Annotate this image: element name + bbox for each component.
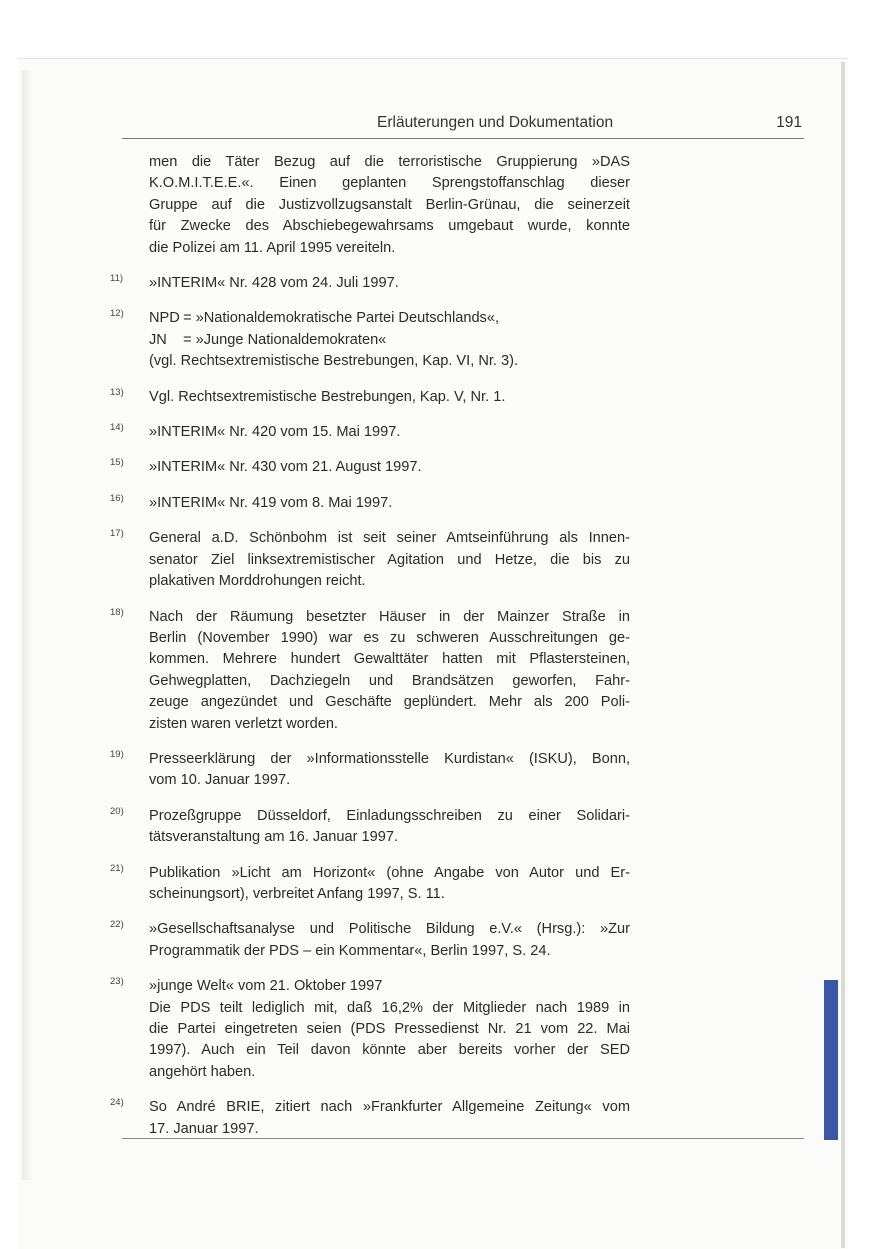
endnote <box>110 273 630 294</box>
chapter-thumb-tab <box>824 980 838 1140</box>
paragraph-line: die Polizei am 11. April 1995 vereiteln. <box>149 239 396 256</box>
endnote-line: So André BRIE, zitiert nach »Frankfurter Allgemeine Zeitung« vom <box>149 1099 630 1116</box>
endnote-list <box>110 273 630 1140</box>
endnote-marker: 14) <box>110 422 124 434</box>
endnote-line: senator Ziel linksextremistischer Agitation und Hetze, die bis zu <box>149 551 630 568</box>
endnote-line: Programmatik der PDS – ein Kommentar«, Berlin 1997, S. 24. <box>149 942 551 959</box>
endnote <box>110 308 630 372</box>
endnote <box>110 493 630 514</box>
page-edge <box>841 62 845 1248</box>
endnote <box>110 863 630 906</box>
endnote-line: angehört haben. <box>149 1063 256 1080</box>
endnote-marker: 24) <box>110 1097 124 1109</box>
endnotes <box>110 152 630 1140</box>
endnote-marker: 16) <box>110 492 124 504</box>
page-number: 191 <box>776 114 802 131</box>
paragraph-line: für Zwecke des Abschiebegewahrsams umgebaut wurde, konnte <box>149 218 630 235</box>
abbreviation-row <box>149 330 630 351</box>
endnote <box>110 422 630 443</box>
endnote-marker: 15) <box>110 457 124 469</box>
endnote-line: Publikation »Licht am Horizont« (ohne Angabe von Autor und Er- <box>149 864 630 881</box>
endnote-line: »INTERIM« Nr. 419 vom 8. Mai 1997. <box>149 494 393 511</box>
endnote-line: Nach der Räumung besetzter Häuser in der Mainzer Straße in <box>149 608 630 625</box>
abbreviation-row <box>149 308 630 329</box>
endnote-line: »INTERIM« Nr. 430 vom 21. August 1997. <box>149 459 422 476</box>
endnote-line: Gehwegplatten, Dachziegeln und Brandsätzen geworfen, Fahr- <box>149 672 630 689</box>
abbreviation-value: = »Nationaldemokratische Partei Deutschlands«, <box>183 310 500 327</box>
abbreviation-value: = »Junge Nationaldemokraten« <box>183 331 387 348</box>
endnote-line: (vgl. Rechtsextremistische Bestrebungen, Kap. VI, Nr. 3). <box>149 353 519 370</box>
endnote-marker: 12) <box>110 308 124 320</box>
endnote-line: kommen. Mehrere hundert Gewalttäter hatten mit Pflastersteinen, <box>149 651 630 668</box>
abbreviation-key: JN <box>149 331 167 348</box>
endnote <box>110 976 630 1083</box>
running-header-title: Erläuterungen und Dokumentation <box>377 114 614 131</box>
endnote-line: »INTERIM« Nr. 428 vom 24. Juli 1997. <box>149 275 399 292</box>
footer-rule <box>122 1138 804 1139</box>
endnote-marker: 20) <box>110 805 124 817</box>
binding-shadow <box>22 70 32 1180</box>
continued-paragraph <box>149 152 630 259</box>
running-header <box>122 114 804 138</box>
endnote-marker: 17) <box>110 528 124 540</box>
endnote-marker: 23) <box>110 976 124 988</box>
endnote <box>110 387 630 408</box>
paragraph-line: men die Täter Bezug auf die terroristische Gruppierung »DAS <box>149 154 630 170</box>
endnote <box>110 607 630 735</box>
endnote-line: zeuge angezündet und Geschäfte geplündert. Mehr als 200 Poli- <box>149 694 630 711</box>
header-rule <box>122 138 804 139</box>
endnote-line: Prozeßgruppe Düsseldorf, Einladungsschreiben zu einer Solidari- <box>149 807 630 824</box>
endnote-line: die Partei eingetreten seien (PDS Pressedienst Nr. 21 vom 22. Mai <box>149 1021 630 1037</box>
endnote-line: 1997). Auch ein Teil davon könnte aber bereits vorher der SED <box>149 1042 630 1059</box>
endnote-line: »Gesellschaftsanalyse und Politische Bildung e.V.« (Hrsg.): »Zur <box>149 921 630 938</box>
endnote <box>110 806 630 849</box>
endnote-line: Vgl. Rechtsextremistische Bestrebungen, Kap. V, Nr. 1. <box>149 388 506 405</box>
endnote-line: »junge Welt« vom 21. Oktober 1997 <box>149 978 383 995</box>
endnote <box>110 457 630 478</box>
endnote-marker: 22) <box>110 919 124 931</box>
endnote <box>110 1097 630 1140</box>
endnote <box>110 749 630 792</box>
endnote <box>110 528 630 592</box>
paragraph-line: K.O.M.I.T.E.E.«. Einen geplanten Sprengstoffanschlag dieser <box>149 175 630 192</box>
endnote-line: »INTERIM« Nr. 420 vom 15. Mai 1997. <box>149 424 401 441</box>
endnote-line: General a.D. Schönbohm ist seit seiner Amtseinführung als Innen- <box>149 530 630 547</box>
endnote-line: plakativen Morddrohungen reicht. <box>149 573 366 590</box>
endnote-line: vom 10. Januar 1997. <box>149 772 291 789</box>
endnote-marker: 11) <box>110 273 124 285</box>
endnote <box>110 919 630 962</box>
endnote-line: zisten waren verletzt worden. <box>149 715 338 732</box>
endnote-marker: 13) <box>110 386 124 398</box>
endnote-marker: 19) <box>110 748 124 760</box>
endnote-line: Presseerklärung der »Informationsstelle Kurdistan« (ISKU), Bonn, <box>149 750 630 767</box>
endnote-line: 17. Januar 1997. <box>149 1120 259 1137</box>
abbreviation-key: NPD <box>149 310 180 327</box>
endnote-marker: 18) <box>110 606 124 618</box>
endnote-line: scheinungsort), verbreitet Anfang 1997, S. 11. <box>149 885 445 902</box>
paragraph-line: Gruppe auf die Justizvollzugsanstalt Berlin-Grünau, die seinerzeit <box>149 196 630 213</box>
endnote-line: Die PDS teilt lediglich mit, daß 16,2% der Mitglieder nach 1989 in <box>149 999 630 1016</box>
endnote-marker: 21) <box>110 862 124 874</box>
endnote-line: tätsveranstaltung am 16. Januar 1997. <box>149 829 399 846</box>
endnote-line: Berlin (November 1990) war es zu schweren Ausschreitungen ge- <box>149 629 630 646</box>
